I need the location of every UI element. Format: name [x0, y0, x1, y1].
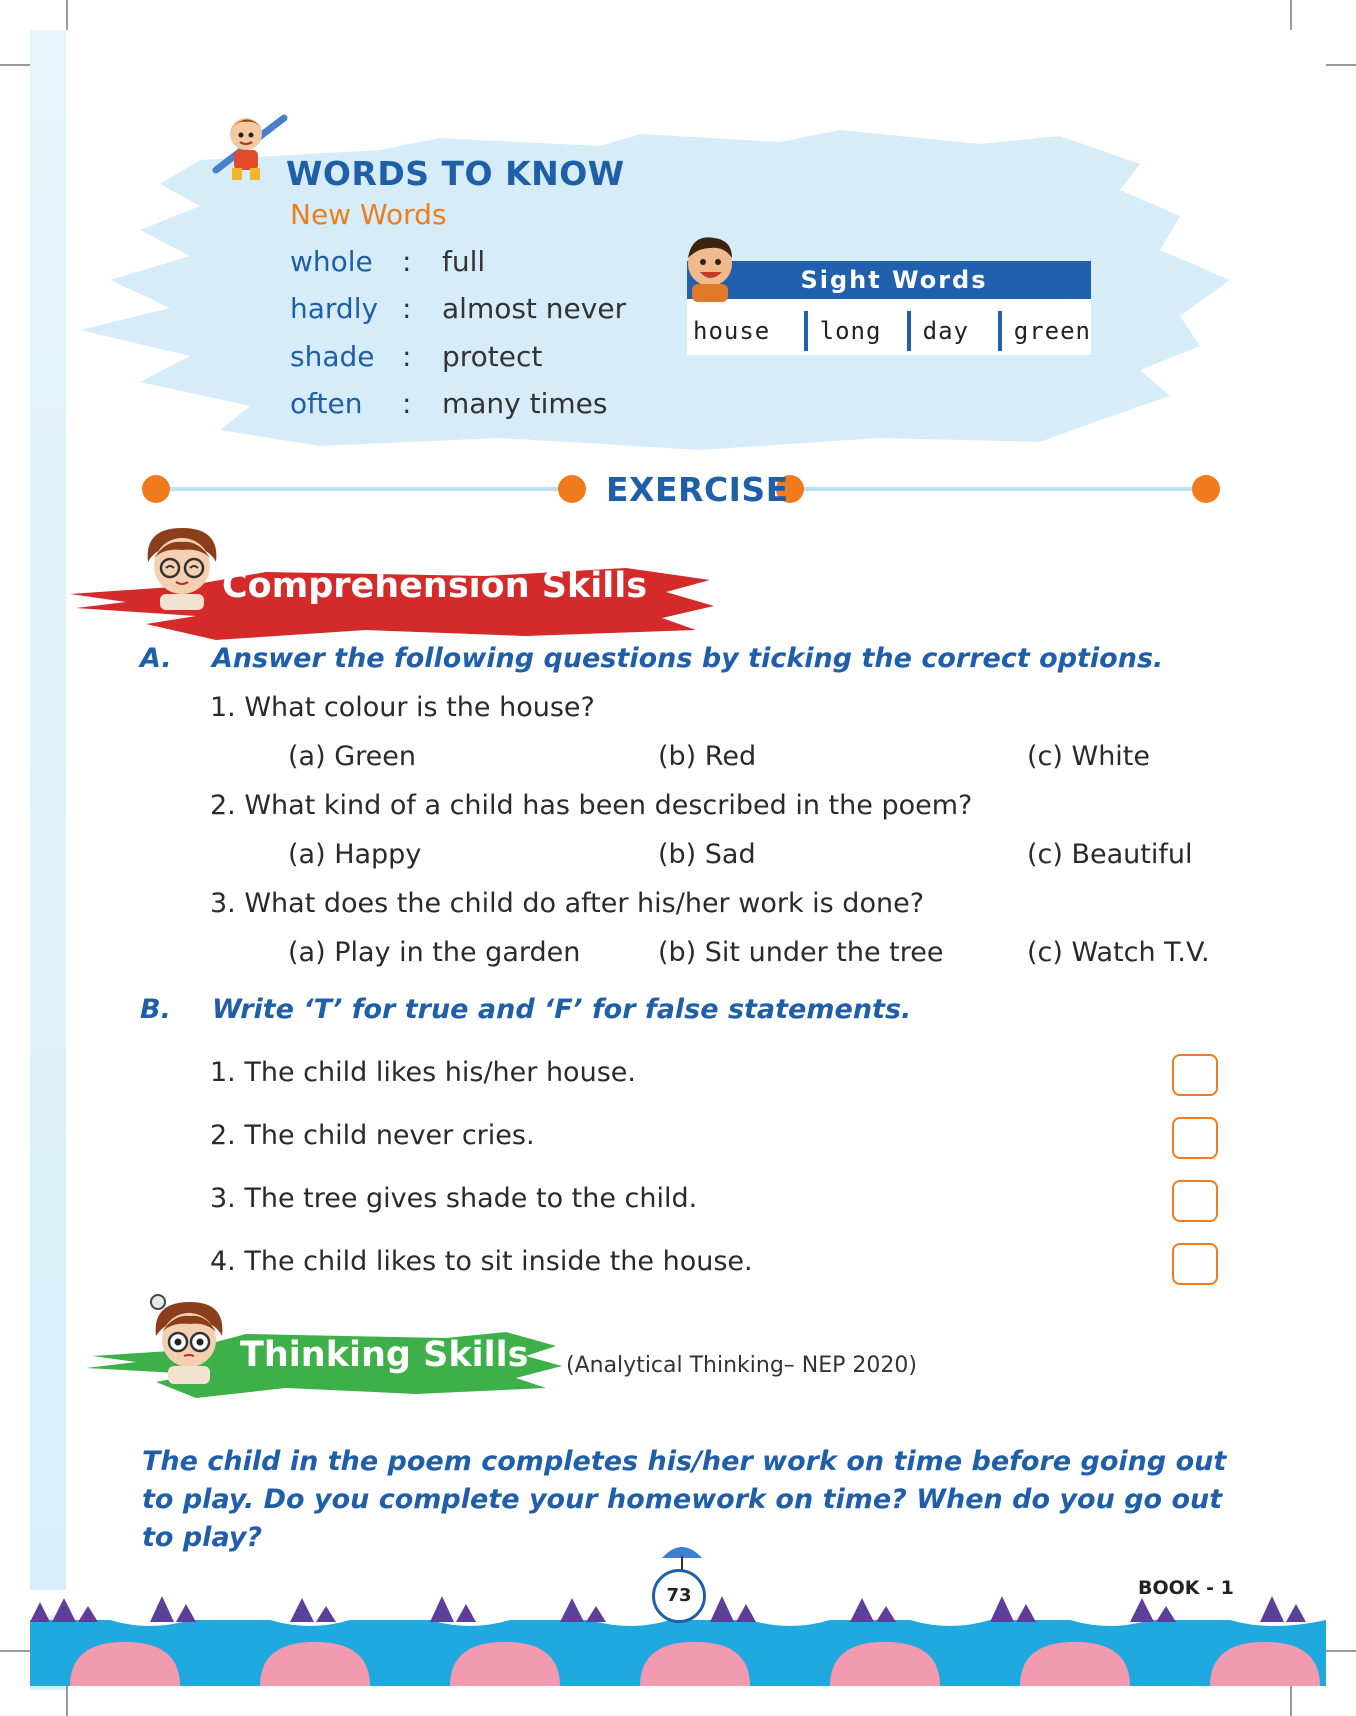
sight-word: day — [922, 317, 969, 345]
answer-box[interactable] — [1172, 1117, 1218, 1159]
crop-mark — [1326, 64, 1356, 66]
option[interactable]: (a) Play in the garden — [288, 937, 581, 968]
word: hardly — [290, 292, 379, 325]
page-side-strip — [30, 30, 66, 1690]
exercise-line-left — [158, 487, 564, 491]
thinking-skills-note: (Analytical Thinking– NEP 2020) — [566, 1353, 917, 1378]
option[interactable]: (b) Red — [658, 741, 757, 772]
meaning: protect — [442, 340, 543, 373]
word-entry — [290, 340, 542, 373]
crop-mark — [0, 1650, 30, 1652]
colon: : — [402, 245, 412, 278]
answer-box[interactable] — [1172, 1054, 1218, 1096]
meaning: almost never — [442, 292, 627, 325]
section-b-letter: B. — [140, 994, 171, 1025]
statement: 3. The tree gives shade to the child. — [210, 1183, 698, 1214]
statement: 4. The child likes to sit inside the house. — [210, 1246, 753, 1277]
orange-dot — [558, 475, 586, 503]
question: 3. What does the child do after his/her work is done? — [210, 888, 925, 919]
answer-box[interactable] — [1172, 1243, 1218, 1285]
sight-words-title: Sight Words — [687, 261, 1091, 299]
orange-dot — [142, 475, 170, 503]
question: 1. What colour is the house? — [210, 692, 595, 723]
sight-words-list — [687, 311, 1091, 351]
boy-face-icon — [676, 230, 746, 302]
book-label: BOOK - 1 — [1138, 1577, 1234, 1599]
sight-word: green — [1013, 317, 1091, 345]
thinking-girl-icon — [144, 1290, 234, 1384]
option[interactable]: (b) Sad — [658, 839, 756, 870]
exercise-line-right — [790, 487, 1198, 491]
orange-dot — [1192, 475, 1220, 503]
section-a-instruction: Answer the following questions by ticking the correct options. — [212, 643, 1164, 674]
statement: 2. The child never cries. — [210, 1120, 535, 1151]
colon: : — [402, 292, 412, 325]
option[interactable]: (a) Green — [288, 741, 416, 772]
meaning: full — [442, 245, 486, 278]
word: often — [290, 387, 363, 420]
word-entry — [290, 387, 608, 420]
word-entry — [290, 245, 485, 278]
colon: : — [402, 340, 412, 373]
crop-mark — [1326, 1650, 1356, 1652]
option[interactable]: (a) Happy — [288, 839, 422, 870]
option[interactable]: (c) Beautiful — [1027, 839, 1193, 870]
option[interactable]: (c) White — [1027, 741, 1151, 772]
word-entry — [290, 292, 626, 325]
question: 2. What kind of a child has been described in the poem? — [210, 790, 973, 821]
statement: 1. The child likes his/her house. — [210, 1057, 636, 1088]
sight-word: house — [693, 317, 771, 345]
thinking-skills-title: Thinking Skills — [240, 1335, 529, 1375]
section-b-instruction: Write ‘T’ for true and ‘F’ for false statements. — [212, 994, 912, 1025]
crop-mark — [66, 1686, 68, 1716]
crop-mark — [66, 0, 68, 30]
meaning: many times — [442, 387, 608, 420]
comprehension-skills-title: Comprehension Skills — [222, 566, 648, 606]
boy-with-pencil-icon — [210, 108, 290, 184]
crop-mark — [0, 64, 30, 66]
answer-box[interactable] — [1172, 1180, 1218, 1222]
word: shade — [290, 340, 375, 373]
crop-mark — [1290, 0, 1292, 30]
crop-mark — [1290, 1686, 1292, 1716]
sight-words-box — [687, 261, 1091, 355]
words-to-know-title: WORDS TO KNOW — [286, 154, 625, 193]
page-number: 73 — [652, 1569, 706, 1623]
exercise-title: EXERCISE — [606, 470, 789, 509]
divider — [907, 311, 911, 351]
word: whole — [290, 245, 373, 278]
thinking-prompt: The child in the poem completes his/her work on time before going out to play. Do you complete your homework on time? When do you go out to play? — [142, 1446, 1227, 1553]
girl-with-glasses-icon — [136, 522, 228, 610]
divider — [998, 311, 1002, 351]
colon: : — [402, 387, 412, 420]
option[interactable]: (c) Watch T.V. — [1027, 937, 1210, 968]
sight-word: long — [819, 317, 882, 345]
new-words-subtitle: New Words — [290, 198, 447, 231]
divider — [804, 311, 808, 351]
section-a-letter: A. — [140, 643, 172, 674]
option[interactable]: (b) Sit under the tree — [658, 937, 944, 968]
